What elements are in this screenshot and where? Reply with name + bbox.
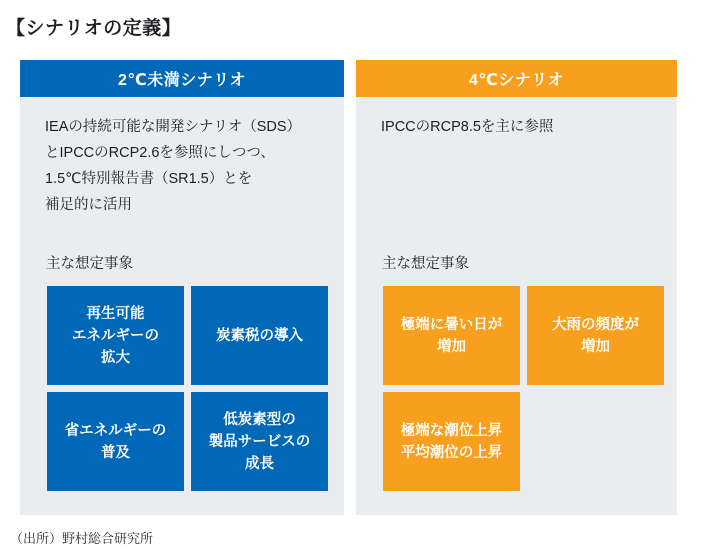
event-box-line: 大雨の頻度が — [552, 316, 639, 333]
event-box-line: 極端な潮位上昇 — [400, 422, 503, 439]
event-box-line: 製品サービスの — [208, 433, 311, 450]
events-label: 主な想定事象 — [46, 256, 133, 272]
panel-scenario-under-2c — [20, 60, 344, 515]
event-box-carbon-tax — [191, 286, 328, 385]
event-box-renewable-energy — [47, 286, 184, 385]
panel-scenario-4c — [356, 60, 677, 515]
event-box-line: 再生可能 — [86, 305, 145, 322]
event-box-heavy-rain-frequency — [527, 286, 664, 385]
description-line: IEAの持続可能な開発シナリオ（SDS） — [45, 119, 302, 135]
event-box-line: 成長 — [245, 455, 274, 472]
event-box-line: エネルギーの — [72, 327, 159, 344]
event-box-line: 増加 — [437, 338, 466, 355]
event-box-line: 省エネルギーの — [64, 422, 167, 439]
event-box-sea-level-rise — [383, 392, 520, 491]
event-box-line: 極端に暑い日が — [400, 316, 503, 333]
event-box-line: 炭素税の導入 — [216, 327, 303, 344]
page-title: 【シナリオの定義】 — [6, 18, 182, 39]
description-line: 1.5℃特別報告書（SR1.5）とを — [45, 171, 253, 187]
event-box-line: 拡大 — [101, 349, 130, 366]
scenario-body-under-2c — [20, 97, 344, 515]
description-line: IPCCのRCP8.5を主に参照 — [381, 119, 554, 135]
scenario-header-4c: 4℃シナリオ — [356, 60, 677, 97]
event-box-line: 増加 — [581, 338, 610, 355]
event-box-line: 低炭素型の — [223, 411, 296, 428]
event-box-energy-saving — [47, 392, 184, 491]
scenario-body-4c — [356, 97, 677, 515]
source-note: （出所）野村総合研究所 — [10, 531, 154, 546]
event-box-low-carbon-products — [191, 392, 328, 491]
event-box-line: 普及 — [101, 444, 130, 461]
event-box-line: 平均潮位の上昇 — [400, 444, 503, 461]
event-box-extreme-hot-days — [383, 286, 520, 385]
description-line: 補足的に活用 — [45, 197, 132, 213]
scenario-description-4c — [381, 114, 553, 140]
scenario-header-under-2c: 2℃未満シナリオ — [20, 60, 344, 97]
scenario-description-under-2c — [45, 114, 301, 218]
events-label: 主な想定事象 — [382, 256, 469, 272]
description-line: とIPCCのRCP2.6を参照にしつつ、 — [45, 145, 275, 161]
